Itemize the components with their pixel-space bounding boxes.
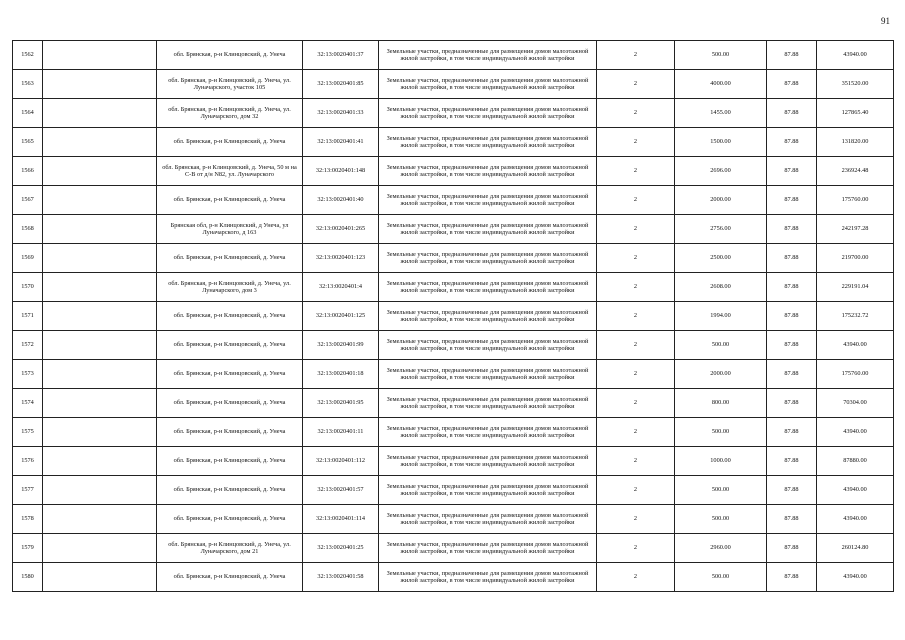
category-cell: 2: [597, 302, 675, 331]
blank-cell: [43, 157, 157, 186]
blank-cell: [43, 99, 157, 128]
cadastral-number-cell: 32:13:0020401:265: [303, 215, 379, 244]
cadastral-number-cell: 32:13:0020401:40: [303, 186, 379, 215]
address-cell: обл. Брянская, р-н Клинцовский, д. Унеча, ул. Луначарского, участок 105: [157, 70, 303, 99]
address-cell: обл. Брянская, р-н Клинцовский, д. Унеча, ул. Луначарского, дом 21: [157, 534, 303, 563]
category-cell: 2: [597, 215, 675, 244]
blank-cell: [43, 128, 157, 157]
area-cell: 500.00: [675, 505, 767, 534]
cadastral-value-cell: 43940.00: [817, 331, 894, 360]
rate-cell: 87.88: [767, 389, 817, 418]
row-number-cell: 1571: [13, 302, 43, 331]
rate-cell: 87.88: [767, 563, 817, 592]
rate-cell: 87.88: [767, 157, 817, 186]
blank-cell: [43, 389, 157, 418]
area-cell: 500.00: [675, 41, 767, 70]
row-number-cell: 1577: [13, 476, 43, 505]
address-cell: обл. Брянская, р-н Клинцовский, д. Унеча: [157, 505, 303, 534]
cadastral-value-cell: 236924.48: [817, 157, 894, 186]
table-row: [13, 186, 894, 215]
row-number-cell: 1578: [13, 505, 43, 534]
cadastral-number-cell: 32:13:0020401:57: [303, 476, 379, 505]
rate-cell: 87.88: [767, 302, 817, 331]
row-number-cell: 1562: [13, 41, 43, 70]
cadastral-value-cell: 351520.00: [817, 70, 894, 99]
cadastral-value-cell: 43940.00: [817, 563, 894, 592]
category-cell: 2: [597, 128, 675, 157]
table-row: [13, 157, 894, 186]
address-cell: обл. Брянская, р-н Клинцовский, д. Унеча: [157, 302, 303, 331]
row-number-cell: 1568: [13, 215, 43, 244]
area-cell: 1994.00: [675, 302, 767, 331]
blank-cell: [43, 447, 157, 476]
table-row: [13, 505, 894, 534]
land-purpose-cell: Земельные участки, предназначенные для размещения домов малоэтажной жилой застройки, в том числе индивидуальной жилой застройки: [379, 273, 597, 302]
category-cell: 2: [597, 563, 675, 592]
row-number-cell: 1564: [13, 99, 43, 128]
table-row: [13, 273, 894, 302]
cadastral-number-cell: 32:13:0020401:4: [303, 273, 379, 302]
blank-cell: [43, 215, 157, 244]
area-cell: 2756.00: [675, 215, 767, 244]
cadastral-number-cell: 32:13:0020401:37: [303, 41, 379, 70]
land-purpose-cell: Земельные участки, предназначенные для размещения домов малоэтажной жилой застройки, в том числе индивидуальной жилой застройки: [379, 534, 597, 563]
area-cell: 800.00: [675, 389, 767, 418]
table-row: [13, 476, 894, 505]
row-number-cell: 1569: [13, 244, 43, 273]
land-purpose-cell: Земельные участки, предназначенные для размещения домов малоэтажной жилой застройки, в том числе индивидуальной жилой застройки: [379, 476, 597, 505]
land-purpose-cell: Земельные участки, предназначенные для размещения домов малоэтажной жилой застройки, в том числе индивидуальной жилой застройки: [379, 186, 597, 215]
table-row: [13, 447, 894, 476]
blank-cell: [43, 476, 157, 505]
address-cell: обл. Брянская, р-н Клинцовский, д. Унеча: [157, 447, 303, 476]
area-cell: 4000.00: [675, 70, 767, 99]
blank-cell: [43, 244, 157, 273]
land-purpose-cell: Земельные участки, предназначенные для размещения домов малоэтажной жилой застройки, в том числе индивидуальной жилой застройки: [379, 505, 597, 534]
cadastral-value-cell: 70304.00: [817, 389, 894, 418]
blank-cell: [43, 360, 157, 389]
category-cell: 2: [597, 505, 675, 534]
cadastral-value-cell: 127865.40: [817, 99, 894, 128]
address-cell: обл. Брянская, р-н Клинцовский, д. Унеча: [157, 389, 303, 418]
row-number-cell: 1566: [13, 157, 43, 186]
row-number-cell: 1565: [13, 128, 43, 157]
table-body: [13, 41, 894, 592]
row-number-cell: 1563: [13, 70, 43, 99]
land-purpose-cell: Земельные участки, предназначенные для размещения домов малоэтажной жилой застройки, в том числе индивидуальной жилой застройки: [379, 418, 597, 447]
cadastral-value-cell: 43940.00: [817, 41, 894, 70]
table-row: [13, 215, 894, 244]
land-purpose-cell: Земельные участки, предназначенные для размещения домов малоэтажной жилой застройки, в том числе индивидуальной жилой застройки: [379, 389, 597, 418]
table-row: [13, 244, 894, 273]
cadastral-value-cell: 43940.00: [817, 476, 894, 505]
area-cell: 2500.00: [675, 244, 767, 273]
address-cell: обл. Брянская, р-н Клинцовский, д. Унеча: [157, 331, 303, 360]
row-number-cell: 1573: [13, 360, 43, 389]
table-row: [13, 389, 894, 418]
table-row: [13, 331, 894, 360]
category-cell: 2: [597, 447, 675, 476]
table-row: [13, 128, 894, 157]
area-cell: 500.00: [675, 476, 767, 505]
cadastral-value-cell: 43940.00: [817, 418, 894, 447]
blank-cell: [43, 418, 157, 447]
blank-cell: [43, 186, 157, 215]
cadastral-number-cell: 32:13:0020401:123: [303, 244, 379, 273]
blank-cell: [43, 41, 157, 70]
cadastral-number-cell: 32:13:0020401:112: [303, 447, 379, 476]
cadastral-number-cell: 32:13:0020401:85: [303, 70, 379, 99]
address-cell: обл. Брянская, р-н Клинцовский, д. Унеча: [157, 418, 303, 447]
blank-cell: [43, 70, 157, 99]
area-cell: 2000.00: [675, 186, 767, 215]
cadastral-number-cell: 32:13:0020401:41: [303, 128, 379, 157]
rate-cell: 87.88: [767, 476, 817, 505]
rate-cell: 87.88: [767, 331, 817, 360]
table-row: [13, 360, 894, 389]
land-registry-table: [12, 40, 894, 592]
area-cell: 2960.00: [675, 534, 767, 563]
rate-cell: 87.88: [767, 128, 817, 157]
address-cell: обл. Брянская, р-н Клинцовский, д. Унеча, ул. Луначарского, дом 3: [157, 273, 303, 302]
table-row: [13, 563, 894, 592]
category-cell: 2: [597, 41, 675, 70]
row-number-cell: 1580: [13, 563, 43, 592]
rate-cell: 87.88: [767, 273, 817, 302]
rate-cell: 87.88: [767, 505, 817, 534]
row-number-cell: 1579: [13, 534, 43, 563]
rate-cell: 87.88: [767, 360, 817, 389]
area-cell: 2000.00: [675, 360, 767, 389]
category-cell: 2: [597, 157, 675, 186]
cadastral-number-cell: 32:13:0020401:114: [303, 505, 379, 534]
cadastral-number-cell: 32:13:0020401:99: [303, 331, 379, 360]
rate-cell: 87.88: [767, 70, 817, 99]
cadastral-number-cell: 32:13:0020401:25: [303, 534, 379, 563]
table-row: [13, 70, 894, 99]
area-cell: 1455.00: [675, 99, 767, 128]
rate-cell: 87.88: [767, 534, 817, 563]
row-number-cell: 1567: [13, 186, 43, 215]
blank-cell: [43, 273, 157, 302]
row-number-cell: 1570: [13, 273, 43, 302]
area-cell: 500.00: [675, 331, 767, 360]
area-cell: 2608.00: [675, 273, 767, 302]
address-cell: обл. Брянская, р-н Клинцовский, д. Унеча: [157, 476, 303, 505]
area-cell: 1500.00: [675, 128, 767, 157]
land-purpose-cell: Земельные участки, предназначенные для размещения домов малоэтажной жилой застройки, в том числе индивидуальной жилой застройки: [379, 41, 597, 70]
address-cell: Брянская обл, р-н Клинцовский, д Унеча, ул Луначарского, д 163: [157, 215, 303, 244]
row-number-cell: 1575: [13, 418, 43, 447]
blank-cell: [43, 505, 157, 534]
table-row: [13, 41, 894, 70]
address-cell: обл. Брянская, р-н Клинцовский, д. Унеча, 50 м на С-В от д/н N82, ул. Луначарского: [157, 157, 303, 186]
blank-cell: [43, 302, 157, 331]
cadastral-value-cell: 175760.00: [817, 360, 894, 389]
cadastral-value-cell: 242197.28: [817, 215, 894, 244]
row-number-cell: 1576: [13, 447, 43, 476]
category-cell: 2: [597, 476, 675, 505]
area-cell: 500.00: [675, 418, 767, 447]
land-purpose-cell: Земельные участки, предназначенные для размещения домов малоэтажной жилой застройки, в том числе индивидуальной жилой застройки: [379, 244, 597, 273]
rate-cell: 87.88: [767, 41, 817, 70]
land-purpose-cell: Земельные участки, предназначенные для размещения домов малоэтажной жилой застройки, в том числе индивидуальной жилой застройки: [379, 128, 597, 157]
address-cell: обл. Брянская, р-н Клинцовский, д. Унеча, ул. Луначарского, дом 32: [157, 99, 303, 128]
land-purpose-cell: Земельные участки, предназначенные для размещения домов малоэтажной жилой застройки, в том числе индивидуальной жилой застройки: [379, 360, 597, 389]
address-cell: обл. Брянская, р-н Клинцовский, д. Унеча: [157, 41, 303, 70]
cadastral-value-cell: 175232.72: [817, 302, 894, 331]
category-cell: 2: [597, 99, 675, 128]
address-cell: обл. Брянская, р-н Клинцовский, д. Унеча: [157, 128, 303, 157]
address-cell: обл. Брянская, р-н Клинцовский, д. Унеча: [157, 186, 303, 215]
cadastral-number-cell: 32:13:0020401:148: [303, 157, 379, 186]
land-purpose-cell: Земельные участки, предназначенные для размещения домов малоэтажной жилой застройки, в том числе индивидуальной жилой застройки: [379, 70, 597, 99]
table-row: [13, 534, 894, 563]
cadastral-number-cell: 32:13:0020401:11: [303, 418, 379, 447]
rate-cell: 87.88: [767, 447, 817, 476]
category-cell: 2: [597, 534, 675, 563]
rate-cell: 87.88: [767, 215, 817, 244]
land-purpose-cell: Земельные участки, предназначенные для размещения домов малоэтажной жилой застройки, в том числе индивидуальной жилой застройки: [379, 157, 597, 186]
cadastral-number-cell: 32:13:0020401:95: [303, 389, 379, 418]
land-purpose-cell: Земельные участки, предназначенные для размещения домов малоэтажной жилой застройки, в том числе индивидуальной жилой застройки: [379, 302, 597, 331]
cadastral-value-cell: 229191.04: [817, 273, 894, 302]
cadastral-value-cell: 175760.00: [817, 186, 894, 215]
land-purpose-cell: Земельные участки, предназначенные для размещения домов малоэтажной жилой застройки, в том числе индивидуальной жилой застройки: [379, 331, 597, 360]
category-cell: 2: [597, 360, 675, 389]
cadastral-number-cell: 32:13:0020401:33: [303, 99, 379, 128]
address-cell: обл. Брянская, р-н Клинцовский, д. Унеча: [157, 244, 303, 273]
rate-cell: 87.88: [767, 186, 817, 215]
rate-cell: 87.88: [767, 99, 817, 128]
blank-cell: [43, 534, 157, 563]
cadastral-number-cell: 32:13:0020401:125: [303, 302, 379, 331]
category-cell: 2: [597, 244, 675, 273]
category-cell: 2: [597, 273, 675, 302]
rate-cell: 87.88: [767, 244, 817, 273]
cadastral-value-cell: 87880.00: [817, 447, 894, 476]
address-cell: обл. Брянская, р-н Клинцовский, д. Унеча: [157, 563, 303, 592]
cadastral-number-cell: 32:13:0020401:58: [303, 563, 379, 592]
blank-cell: [43, 563, 157, 592]
cadastral-value-cell: 260124.80: [817, 534, 894, 563]
category-cell: 2: [597, 331, 675, 360]
category-cell: 2: [597, 70, 675, 99]
page-number: 91: [881, 16, 890, 26]
blank-cell: [43, 331, 157, 360]
land-purpose-cell: Земельные участки, предназначенные для размещения домов малоэтажной жилой застройки, в том числе индивидуальной жилой застройки: [379, 99, 597, 128]
land-purpose-cell: Земельные участки, предназначенные для размещения домов малоэтажной жилой застройки, в том числе индивидуальной жилой застройки: [379, 215, 597, 244]
category-cell: 2: [597, 418, 675, 447]
category-cell: 2: [597, 186, 675, 215]
area-cell: 500.00: [675, 563, 767, 592]
cadastral-value-cell: 131820.00: [817, 128, 894, 157]
address-cell: обл. Брянская, р-н Клинцовский, д. Унеча: [157, 360, 303, 389]
table-row: [13, 418, 894, 447]
area-cell: 1000.00: [675, 447, 767, 476]
table-row: [13, 99, 894, 128]
table-row: [13, 302, 894, 331]
row-number-cell: 1574: [13, 389, 43, 418]
cadastral-value-cell: 43940.00: [817, 505, 894, 534]
area-cell: 2696.00: [675, 157, 767, 186]
row-number-cell: 1572: [13, 331, 43, 360]
land-purpose-cell: Земельные участки, предназначенные для размещения домов малоэтажной жилой застройки, в том числе индивидуальной жилой застройки: [379, 447, 597, 476]
rate-cell: 87.88: [767, 418, 817, 447]
category-cell: 2: [597, 389, 675, 418]
land-purpose-cell: Земельные участки, предназначенные для размещения домов малоэтажной жилой застройки, в том числе индивидуальной жилой застройки: [379, 563, 597, 592]
cadastral-number-cell: 32:13:0020401:18: [303, 360, 379, 389]
cadastral-value-cell: 219700.00: [817, 244, 894, 273]
